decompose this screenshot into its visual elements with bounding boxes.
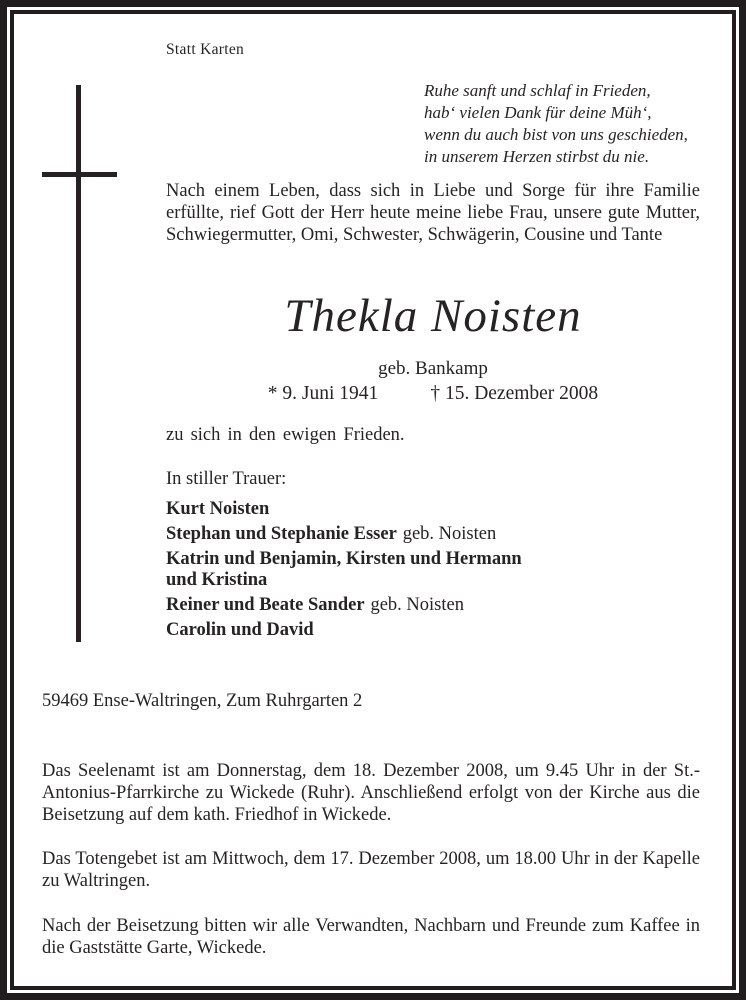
mourner-name: und Kristina: [166, 570, 268, 590]
mourner-name: Katrin und Benjamin, Kirsten und Hermann: [166, 549, 522, 569]
mourner-line: [166, 524, 700, 545]
service-paragraph-totengebet: Das Totengebet ist am Mittwoch, dem 17. Dezember 2008, um 18.00 Uhr in der Kapelle zu Waltringen.: [42, 849, 700, 891]
mourner-line: [166, 620, 700, 641]
death-date: † 15. Dezember 2008: [430, 383, 599, 404]
mourner-line: [166, 570, 700, 591]
life-dates: [166, 381, 700, 407]
birth-date: * 9. Juni 1941: [267, 383, 379, 404]
intro-continuation: zu sich in den ewigen Frieden.: [166, 425, 405, 445]
statt-karten-note: Statt Karten: [166, 41, 245, 58]
cross-stem: [76, 85, 81, 642]
verse-line: hab‘ vielen Dank für deine Müh‘,: [424, 103, 652, 122]
mourner-suffix: geb. Noisten: [370, 595, 464, 615]
mourner-line: [166, 595, 700, 616]
mourner-line: [166, 499, 700, 520]
mourners-list: [166, 499, 700, 641]
cross-bar: [42, 172, 117, 177]
verse-line: wenn du auch bist von uns geschieden,: [424, 125, 688, 144]
address-line: 59469 Ense-Waltringen, Zum Ruhrgarten 2: [42, 691, 363, 711]
mourner-name: Reiner und Beate Sander: [166, 595, 365, 615]
mourner-line: [166, 549, 700, 570]
mourning-label: In stiller Trauer:: [166, 469, 287, 489]
mourner-name: Stephan und Stephanie Esser: [166, 524, 397, 544]
verse-line: in unserem Herzen stirbst du nie.: [424, 147, 650, 166]
service-paragraph-seelenamt: Das Seelenamt ist am Donnerstag, dem 18. Dezember 2008, um 9.45 Uhr in der St.-Antonius-Pfarrkirche zu Wickede (Ruhr). Anschließend erfolgt von der Kirche aus die Beisetzung auf dem kath. Friedhof in Wickede.: [42, 761, 700, 825]
service-paragraph-kaffee: Nach der Beisetzung bitten wir alle Verwandten, Nachbarn und Freunde zum Kaffee in die Gaststätte Garte, Wickede.: [42, 916, 700, 958]
memorial-verse: [424, 80, 724, 168]
mourner-suffix: geb. Noisten: [402, 524, 497, 544]
mourner-name: Carolin und David: [166, 620, 314, 640]
maiden-name: geb. Bankamp: [378, 358, 488, 379]
verse-line: Ruhe sanft und schlaf in Frieden,: [424, 81, 651, 100]
intro-paragraph: Nach einem Leben, dass sich in Liebe und Sorge für ihre Familie erfüllte, rief Gott der Herr heute meine liebe Frau, unsere gute Mutter, Schwiegermutter, Omi, Schwester, Schwägerin, Cousine und Tante: [166, 181, 700, 245]
deceased-name: Thekla Noisten: [284, 290, 582, 342]
mourner-name: Kurt Noisten: [166, 499, 270, 519]
